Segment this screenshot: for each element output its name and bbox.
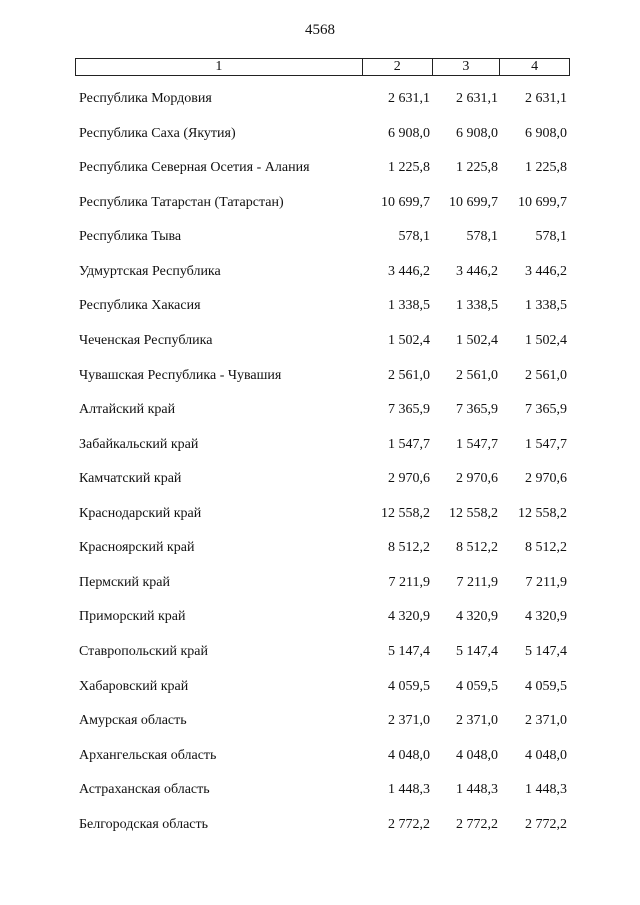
- table-row: [75, 642, 570, 677]
- value-column-3: 1 502,4: [456, 332, 498, 348]
- region-name: Краснодарский край: [79, 505, 202, 521]
- region-name: Республика Тыва: [79, 229, 182, 245]
- header-column-4: 4: [499, 59, 569, 75]
- value-column-3: 2 371,0: [456, 713, 498, 729]
- table-row: [75, 504, 570, 539]
- header-column-3: 3: [432, 59, 500, 75]
- value-column-2: 1 448,3: [388, 782, 430, 798]
- value-column-3: 2 772,2: [456, 816, 498, 832]
- region-name: Республика Северная Осетия - Алания: [79, 160, 310, 176]
- value-column-2: 2 631,1: [388, 91, 430, 106]
- table-row: [75, 677, 570, 712]
- table-row: [75, 366, 570, 401]
- value-column-3: 2 631,1: [456, 91, 498, 106]
- region-name: Камчатский край: [79, 471, 182, 487]
- table-row: [75, 746, 570, 781]
- value-column-3: 12 558,2: [449, 505, 498, 521]
- value-column-4: 7 365,9: [525, 402, 567, 418]
- value-column-2: 7 211,9: [388, 574, 430, 590]
- region-name: Чувашская Республика - Чувашия: [79, 367, 282, 383]
- value-column-4: 10 699,7: [518, 194, 567, 210]
- value-column-3: 1 225,8: [456, 160, 498, 176]
- value-column-4: 6 908,0: [525, 125, 567, 141]
- value-column-4: 4 048,0: [525, 747, 567, 763]
- value-column-4: 2 772,2: [525, 816, 567, 832]
- table-row: [75, 435, 570, 470]
- region-name: Забайкальский край: [79, 436, 199, 452]
- region-name: Пермский край: [79, 574, 170, 590]
- value-column-3: 8 512,2: [456, 540, 498, 556]
- header-column-1: 1: [215, 59, 223, 74]
- region-name: Архангельская область: [79, 747, 217, 763]
- header-column-2: 2: [362, 59, 432, 75]
- value-column-4: 1 547,7: [525, 436, 567, 452]
- value-column-2: 1 547,7: [388, 436, 430, 452]
- table-header: [75, 58, 570, 76]
- value-column-2: 12 558,2: [381, 505, 430, 521]
- table-row: [75, 158, 570, 193]
- value-column-4: 3 446,2: [525, 263, 567, 279]
- value-column-2: 2 772,2: [388, 816, 430, 832]
- region-name: Амурская область: [79, 713, 187, 729]
- value-column-3: 2 561,0: [456, 367, 498, 383]
- value-column-3: 2 970,6: [456, 471, 498, 487]
- value-column-2: 4 059,5: [388, 678, 430, 694]
- value-column-3: 3 446,2: [456, 263, 498, 279]
- value-column-4: 1 225,8: [525, 160, 567, 176]
- table-row: [75, 262, 570, 297]
- value-column-3: 1 448,3: [456, 782, 498, 798]
- value-column-3: 7 211,9: [456, 574, 498, 590]
- value-column-4: 2 970,6: [525, 471, 567, 487]
- value-column-4: 12 558,2: [518, 505, 567, 521]
- value-column-2: 4 320,9: [388, 609, 430, 625]
- region-name: Приморский край: [79, 609, 186, 625]
- value-column-2: 6 908,0: [388, 125, 430, 141]
- value-column-4: 7 211,9: [525, 574, 567, 590]
- value-column-2: 2 970,6: [388, 471, 430, 487]
- table-row: [75, 573, 570, 608]
- table-row: [75, 711, 570, 746]
- value-column-3: 6 908,0: [456, 125, 498, 141]
- region-name: Ставропольский край: [79, 644, 208, 659]
- value-column-3: 4 048,0: [456, 747, 498, 763]
- table-row: [75, 538, 570, 573]
- value-column-4: 2 561,0: [525, 367, 567, 383]
- value-column-3: 1 547,7: [456, 436, 498, 452]
- value-column-2: 8 512,2: [388, 540, 430, 556]
- value-column-4: 4 059,5: [525, 678, 567, 694]
- value-column-3: 4 059,5: [456, 678, 498, 694]
- table-row: [75, 400, 570, 435]
- table-row: [75, 607, 570, 642]
- value-column-3: 1 338,5: [456, 298, 498, 314]
- value-column-3: 4 320,9: [456, 609, 498, 625]
- value-column-2: 2 371,0: [388, 713, 430, 729]
- table-row: [75, 780, 570, 815]
- region-name: Республика Мордовия: [79, 91, 212, 106]
- value-column-4: 1 338,5: [525, 298, 567, 314]
- region-name: Красноярский край: [79, 540, 195, 556]
- value-column-4: 1 502,4: [525, 332, 567, 348]
- value-column-3: 10 699,7: [449, 194, 498, 210]
- value-column-3: 7 365,9: [456, 402, 498, 418]
- page-number: 4568: [305, 22, 335, 38]
- value-column-2: 10 699,7: [381, 194, 430, 210]
- value-column-2: 4 048,0: [388, 747, 430, 763]
- region-name: Республика Хакасия: [79, 298, 201, 314]
- region-name: Республика Саха (Якутия): [79, 125, 236, 141]
- value-column-2: 5 147,4: [388, 644, 430, 659]
- table-row: [75, 124, 570, 159]
- region-name: Хабаровский край: [79, 678, 189, 694]
- table-row: [75, 331, 570, 366]
- value-column-2: 7 365,9: [388, 402, 430, 418]
- value-column-2: 1 338,5: [388, 298, 430, 314]
- table-row: [75, 193, 570, 228]
- value-column-4: 2 371,0: [525, 713, 567, 729]
- value-column-2: 578,1: [398, 229, 430, 245]
- value-column-4: 4 320,9: [525, 609, 567, 625]
- region-name: Удмуртская Республика: [79, 263, 221, 279]
- value-column-2: 1 502,4: [388, 332, 430, 348]
- value-column-2: 1 225,8: [388, 160, 430, 176]
- value-column-2: 3 446,2: [388, 263, 430, 279]
- table-body: [75, 89, 570, 849]
- region-name: Республика Татарстан (Татарстан): [79, 194, 284, 210]
- value-column-4: 578,1: [535, 229, 567, 245]
- table-row: [75, 296, 570, 331]
- value-column-3: 578,1: [466, 229, 498, 245]
- table-row: [75, 227, 570, 262]
- region-name: Астраханская область: [79, 782, 210, 798]
- table-row: [75, 89, 570, 124]
- value-column-4: 8 512,2: [525, 540, 567, 556]
- table-row: [75, 815, 570, 850]
- region-name: Алтайский край: [79, 402, 176, 418]
- value-column-3: 5 147,4: [456, 644, 498, 659]
- value-column-4: 2 631,1: [525, 91, 567, 106]
- value-column-2: 2 561,0: [388, 367, 430, 383]
- value-column-4: 1 448,3: [525, 782, 567, 798]
- value-column-4: 5 147,4: [525, 644, 567, 659]
- table-row: [75, 469, 570, 504]
- region-name: Чеченская Республика: [79, 332, 213, 348]
- region-name: Белгородская область: [79, 816, 209, 832]
